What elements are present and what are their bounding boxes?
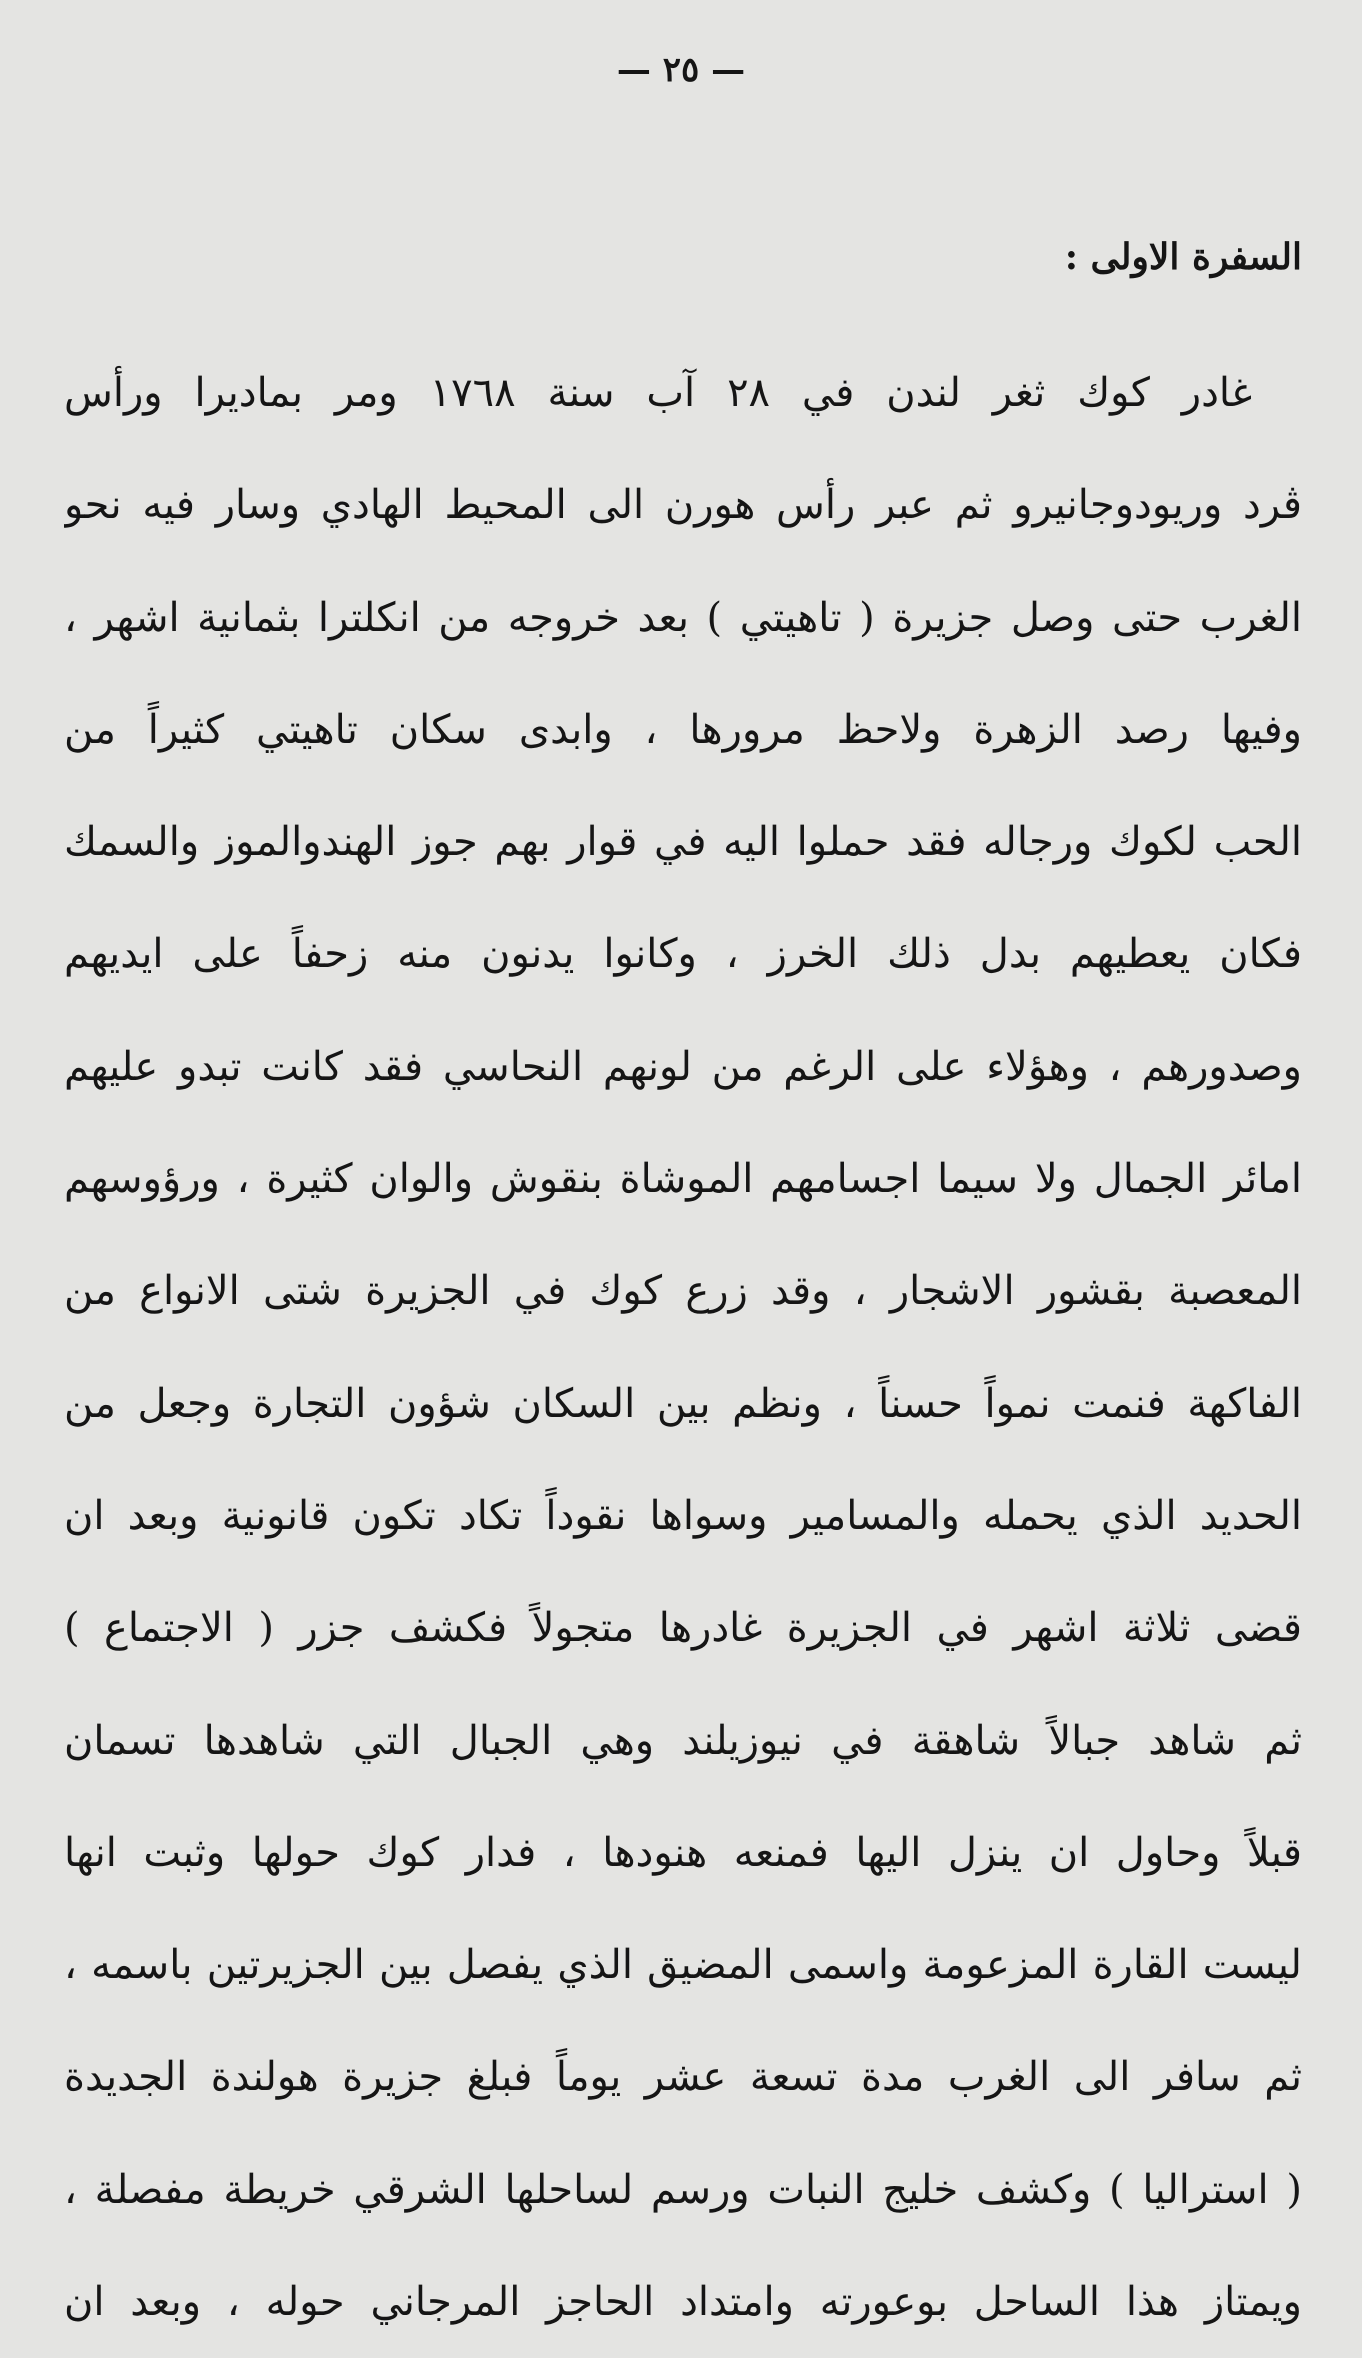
text-line: وصدورهم ، وهؤلاء على الرغم من لونهم النحاسي فقد كانت تبدو عليهم [64, 1043, 1302, 1090]
text-line: ويمتاز هذا الساحل بوعورته وامتداد الحاجز المرجاني حوله ، وبعد ان [64, 2279, 1302, 2326]
text-line: ليست القارة المزعومة واسمى المضيق الذي يفصل بين الجزيرتين باسمه ، [64, 1942, 1302, 1989]
text-line: ( استراليا ) وكشف خليج النبات ورسم لساحلها الشرقي خريطة مفصلة ، [64, 2166, 1302, 2213]
text-line: المعصبة بقشور الاشجار ، وقد زرع كوك في الجزيرة شتى الانواع من [64, 1268, 1302, 1315]
text-line: الحب لكوك ورجاله فقد حملوا اليه في قوار بهم جوز الهندوالموز والسمك [64, 819, 1302, 866]
text-line: الغرب حتى وصل جزيرة ( تاهيتي ) بعد خروجه من انكلترا بثمانية اشهر ، [64, 594, 1302, 641]
page-number: — ٢٥ — [616, 50, 746, 90]
text-line: الحديد الذي يحمله والمسامير وسواها نقوداً تكاد تكون قانونية وبعد ان [64, 1492, 1302, 1539]
text-line: ثم شاهد جبالاً شاهقة في نيوزيلند وهي الجبال التي شاهدها تسمان [64, 1717, 1302, 1764]
body-text [64, 337, 1302, 2358]
text-line: قبلاً وحاول ان ينزل اليها فمنعه هنودها ، فدار كوك حولها وثبت انها [64, 1829, 1302, 1876]
text-line: ڤرد وريودوجانيرو ثم عبر رأس هورن الى المحيط الهادي وسار فيه نحو [64, 482, 1302, 529]
section-heading: السفرة الاولى : [1064, 236, 1302, 278]
text-line: امائر الجمال ولا سيما اجسامهم الموشاة بنقوش والوان كثيرة ، ورؤوسهم [64, 1156, 1302, 1203]
text-line: قضى ثلاثة اشهر في الجزيرة غادرها متجولاً فكشف جزر ( الاجتماع ) [64, 1605, 1302, 1652]
text-line: غادر كوك ثغر لندن في ٢٨ آب سنة ١٧٦٨ ومر بماديرا ورأس [64, 370, 1252, 416]
text-line: ثم سافر الى الغرب مدة تسعة عشر يوماً فبلغ جزيرة هولندة الجديدة [64, 2054, 1302, 2101]
text-line: الفاكهة فنمت نمواً حسناً ، ونظم بين السكان شؤون التجارة وجعل من [64, 1380, 1302, 1427]
text-line: وفيها رصد الزهرة ولاحظ مرورها ، وابدى سكان تاهيتي كثيراً من [64, 706, 1302, 753]
text-line: فكان يعطيهم بدل ذلك الخرز ، وكانوا يدنون منه زحفاً على ايديهم [64, 931, 1302, 978]
